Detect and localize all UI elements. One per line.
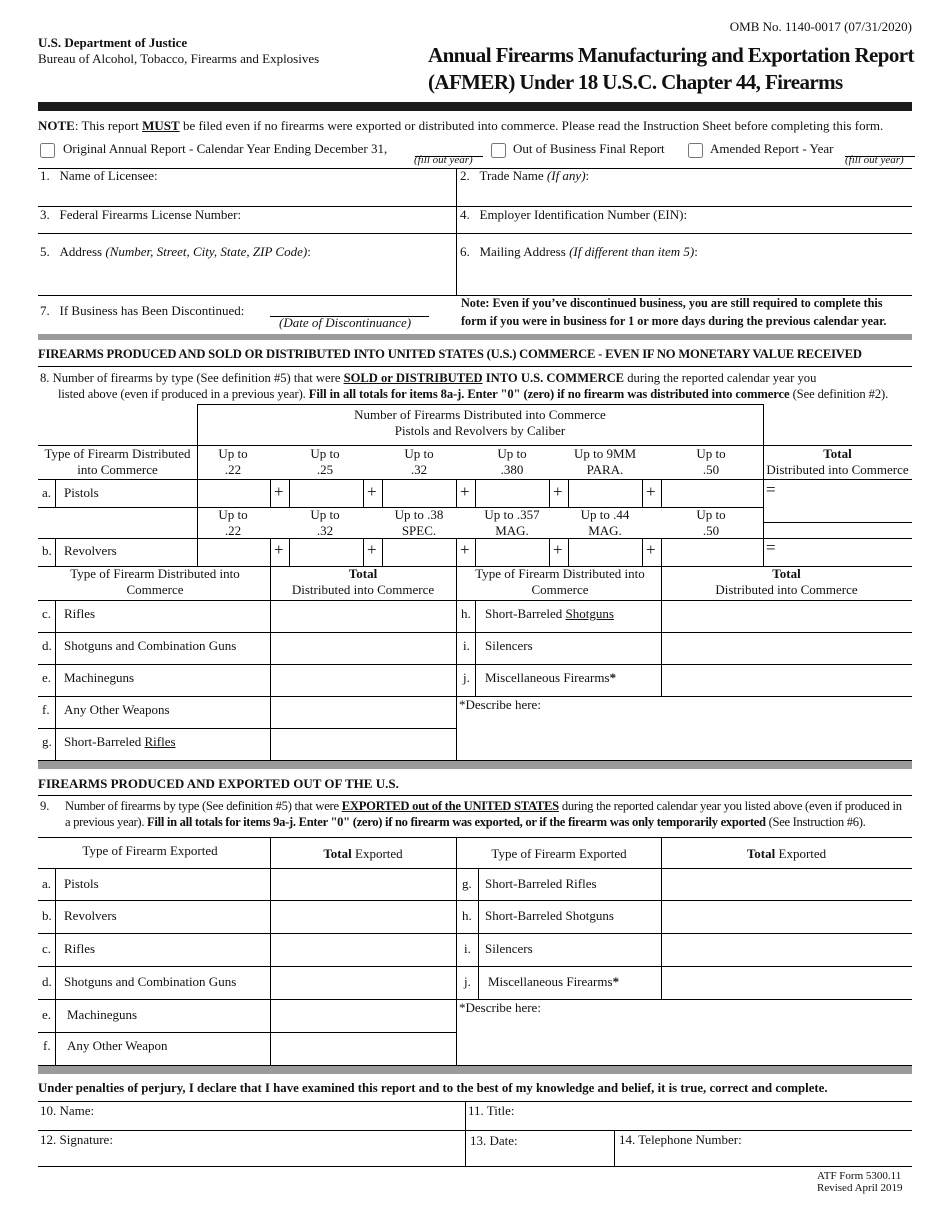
pistol-caliber-6: Up to .50 bbox=[696, 446, 726, 477]
row-b-label: Revolvers bbox=[64, 543, 117, 558]
row-e-letter: e. bbox=[42, 670, 52, 685]
row-j-label: Miscellaneous Firearms* bbox=[485, 670, 617, 685]
header-divider bbox=[38, 102, 912, 111]
export-row-g-letter: g. bbox=[462, 876, 472, 891]
equals-sign: = bbox=[766, 480, 776, 499]
revolver-total-input[interactable] bbox=[782, 541, 912, 565]
signature-input[interactable] bbox=[130, 1133, 464, 1163]
out-of-business-checkbox[interactable] bbox=[491, 143, 506, 158]
shotguns-total-input[interactable] bbox=[273, 635, 457, 663]
plus-sign: + bbox=[553, 482, 563, 501]
export-row-e-label: Machineguns bbox=[67, 1007, 138, 1022]
row-h-label: Short-Barreled Shotguns bbox=[485, 606, 614, 621]
pistol-25-input[interactable] bbox=[292, 482, 364, 506]
row-e-label: Machineguns bbox=[64, 670, 135, 685]
item-3-label: 3. Federal Firearms License Number: bbox=[40, 207, 242, 222]
perjury-statement: Under penalties of perjury, I declare that I have examined this report and to the best of my knowledge and belief, it is true, correct and complete. bbox=[38, 1081, 828, 1095]
note-text: NOTE: This report MUST be filed even if no firearms were exported or distributed into commerce. Please read the Instruction Sheet before completing this form. bbox=[38, 118, 884, 133]
revolver-caliber-2: Up to .32 bbox=[310, 507, 340, 538]
plus-sign: + bbox=[367, 482, 377, 501]
name-input[interactable] bbox=[110, 1103, 464, 1127]
signature-label: 12. Signature: bbox=[40, 1132, 113, 1147]
question-8-line2: listed above (even if produced in a previous year). Fill in all totals for items 8a-j. Enter "0" (zero) if no firearm was distributed into commerce (See definition #2). bbox=[58, 387, 889, 401]
export-row-b-label: Revolvers bbox=[64, 908, 117, 923]
export-total-header-left: Total Exported bbox=[323, 846, 403, 861]
item-2-label: 2. Trade Name (If any): bbox=[460, 168, 590, 183]
export-rifles-input[interactable] bbox=[273, 936, 457, 965]
plus-sign: + bbox=[460, 482, 470, 501]
plus-sign: + bbox=[367, 540, 377, 559]
pistol-caliber-4: Up to .380 bbox=[497, 446, 527, 477]
export-row-a-letter: a. bbox=[42, 876, 52, 891]
revolver-caliber-4: Up to .357 MAG. bbox=[484, 507, 540, 538]
type-of-firearm-header: Type of Firearm Distributed into Commerce bbox=[44, 446, 191, 477]
export-row-c-label: Rifles bbox=[64, 941, 96, 956]
row-i-label: Silencers bbox=[485, 638, 533, 653]
export-row-f-label: Any Other Weapon bbox=[67, 1038, 168, 1053]
discontinuance-date-hint: (Date of Discontinuance) bbox=[279, 315, 412, 330]
revolver-50-input[interactable] bbox=[664, 541, 764, 565]
misc-firearms-total-input[interactable] bbox=[664, 667, 912, 695]
export-other-weapon-input[interactable] bbox=[273, 1035, 457, 1064]
question-9-line1: Number of firearms by type (See definition #5) that were EXPORTED out of the UNITED STATES during the reported calendar year you listed above (even if produced in bbox=[65, 799, 902, 813]
item-1-label: 1. Name of Licensee: bbox=[40, 168, 158, 183]
item-4-label: 4. Employer Identification Number (EIN): bbox=[460, 207, 688, 222]
row-b-letter: b. bbox=[42, 543, 52, 558]
export-sbr-input[interactable] bbox=[664, 871, 912, 899]
title-input[interactable] bbox=[530, 1103, 912, 1127]
export-row-j-letter: j. bbox=[464, 974, 471, 989]
export-row-i-letter: i. bbox=[464, 941, 471, 956]
row-d-label: Shotguns and Combination Guns bbox=[64, 638, 237, 653]
export-row-h-letter: h. bbox=[462, 908, 472, 923]
export-row-b-letter: b. bbox=[42, 908, 52, 923]
row-h-letter: h. bbox=[461, 606, 471, 621]
revolver-32-input[interactable] bbox=[292, 541, 364, 565]
pistol-32-input[interactable] bbox=[385, 482, 457, 506]
revolver-357-input[interactable] bbox=[478, 541, 550, 565]
caliber-table-heading: Number of Firearms Distributed into Commerce Pistols and Revolvers by Caliber bbox=[354, 407, 606, 438]
equals-sign: = bbox=[766, 538, 776, 557]
revolver-44-input[interactable] bbox=[571, 541, 643, 565]
question-9-line2: a previous year). Fill in all totals for items 9a-j. Enter "0" (zero) if no firearm was exported, or if the firearm was only temporarily exported (See Instruction #6). bbox=[65, 815, 866, 829]
export-misc-input[interactable] bbox=[664, 969, 912, 998]
row-i-letter: i. bbox=[463, 638, 470, 653]
section-1-heading: FIREARMS PRODUCED AND SOLD OR DISTRIBUTED INTO UNITED STATES (U.S.) COMMERCE - EVEN IF NO MONETARY VALUE RECEIVED bbox=[38, 347, 862, 361]
other-weapons-total-input[interactable] bbox=[273, 699, 457, 727]
total-header-left: Total Distributed into Commerce bbox=[291, 566, 435, 597]
export-row-j-label: Miscellaneous Firearms* bbox=[488, 974, 620, 989]
export-row-g-label: Short-Barreled Rifles bbox=[485, 876, 597, 891]
pistol-caliber-3: Up to .32 bbox=[404, 446, 434, 477]
form-title-line1: Annual Firearms Manufacturing and Exportation Report bbox=[428, 43, 914, 67]
revolver-caliber-1: Up to .22 bbox=[218, 507, 248, 538]
bureau-name: Bureau of Alcohol, Tobacco, Firearms and Explosives bbox=[38, 51, 320, 66]
misc-description-input[interactable] bbox=[460, 715, 912, 761]
title-label: 11. Title: bbox=[468, 1103, 515, 1118]
plus-sign: + bbox=[460, 540, 470, 559]
sbs-total-input[interactable] bbox=[664, 603, 912, 631]
export-misc-description-input[interactable] bbox=[460, 1018, 912, 1066]
discontinued-note-line2: form if you were in business for 1 or more days during the previous calendar year. bbox=[461, 314, 887, 328]
revolver-22-input[interactable] bbox=[199, 541, 271, 565]
date-label: 13. Date: bbox=[470, 1133, 518, 1148]
item-5-label: 5. Address (Number, Street, City, State, ZIP Code): bbox=[40, 244, 311, 259]
pistol-caliber-1: Up to .22 bbox=[218, 446, 248, 477]
total-header: Total Distributed into Commerce bbox=[766, 446, 909, 477]
row-a-label: Pistols bbox=[64, 485, 99, 500]
row-f-label: Any Other Weapons bbox=[64, 702, 170, 717]
export-row-f-letter: f. bbox=[43, 1038, 51, 1053]
row-d-letter: d. bbox=[42, 638, 52, 653]
export-describe-label: *Describe here: bbox=[459, 1000, 541, 1015]
original-report-label: Original Annual Report - Calendar Year Ending December 31, bbox=[63, 141, 388, 156]
export-silencers-input[interactable] bbox=[664, 936, 912, 965]
pistol-total-input[interactable] bbox=[782, 482, 912, 506]
amended-report-label: Amended Report - Year bbox=[710, 141, 834, 156]
type-of-firearm-header-right: Type of Firearm Distributed into Commerce bbox=[475, 566, 645, 597]
row-f-letter: f. bbox=[42, 702, 50, 717]
row-a-letter: a. bbox=[42, 485, 52, 500]
discontinued-note-line1: Note: Even if you’ve discontinued business, you are still required to complete this bbox=[461, 296, 883, 310]
telephone-input[interactable] bbox=[760, 1133, 912, 1163]
name-label: 10. Name: bbox=[40, 1103, 95, 1118]
fill-year-hint-2: (fill out year) bbox=[845, 154, 904, 166]
question-9-number: 9. bbox=[40, 799, 50, 813]
ffl-number-input[interactable] bbox=[280, 208, 454, 228]
form-number: ATF Form 5300.11 bbox=[817, 1170, 902, 1182]
trade-name-input[interactable] bbox=[460, 186, 912, 206]
plus-sign: + bbox=[646, 540, 656, 559]
export-row-a-label: Pistols bbox=[64, 876, 99, 891]
export-row-d-label: Shotguns and Combination Guns bbox=[64, 974, 237, 989]
section-2-heading: FIREARMS PRODUCED AND EXPORTED OUT OF THE U.S. bbox=[38, 776, 399, 791]
row-c-letter: c. bbox=[42, 606, 52, 621]
pistol-50-input[interactable] bbox=[664, 482, 764, 506]
amended-report-checkbox[interactable] bbox=[688, 143, 703, 158]
row-g-letter: g. bbox=[42, 734, 52, 749]
pistol-caliber-5: Up to 9MM PARA. bbox=[573, 446, 637, 477]
total-header-right: Total Distributed into Commerce bbox=[715, 566, 858, 597]
export-row-h-label: Short-Barreled Shotguns bbox=[485, 908, 614, 923]
licensee-name-input[interactable] bbox=[40, 186, 454, 206]
mailing-address-input[interactable] bbox=[460, 262, 912, 294]
row-j-letter: j. bbox=[463, 670, 470, 685]
original-report-checkbox[interactable] bbox=[40, 143, 55, 158]
plus-sign: + bbox=[553, 540, 563, 559]
item-7-label: 7. If Business has Been Discontinued: bbox=[40, 303, 245, 318]
type-of-firearm-header-left: Type of Firearm Distributed into Commerce bbox=[70, 566, 240, 597]
item-6-label: 6. Mailing Address (If different than item 5): bbox=[460, 244, 698, 259]
fill-year-hint: (fill out year) bbox=[414, 154, 473, 166]
row-g-label: Short-Barreled Rifles bbox=[64, 734, 176, 749]
silencers-total-input[interactable] bbox=[664, 635, 912, 663]
form-revision: Revised April 2019 bbox=[817, 1182, 903, 1194]
export-row-i-label: Silencers bbox=[485, 941, 533, 956]
export-row-d-letter: d. bbox=[42, 974, 52, 989]
out-of-business-label: Out of Business Final Report bbox=[513, 141, 665, 156]
pistol-9mm-input[interactable] bbox=[571, 482, 643, 506]
pistol-22-input[interactable] bbox=[199, 482, 271, 506]
describe-label: *Describe here: bbox=[459, 697, 541, 712]
export-revolvers-input[interactable] bbox=[273, 903, 457, 932]
export-row-e-letter: e. bbox=[42, 1007, 52, 1022]
pistol-caliber-2: Up to .25 bbox=[310, 446, 340, 477]
form-title-line2: (AFMER) Under 18 U.S.C. Chapter 44, Firearms bbox=[428, 70, 843, 94]
date-input[interactable] bbox=[530, 1133, 614, 1163]
plus-sign: + bbox=[646, 482, 656, 501]
export-total-header-right: Total Exported bbox=[746, 846, 827, 861]
export-type-header-right: Type of Firearm Exported bbox=[491, 846, 627, 861]
pistol-380-input[interactable] bbox=[478, 482, 550, 506]
plus-sign: + bbox=[274, 482, 284, 501]
export-pistols-input[interactable] bbox=[273, 871, 457, 899]
revolver-38-input[interactable] bbox=[385, 541, 457, 565]
plus-sign: + bbox=[274, 540, 284, 559]
sbr-total-input[interactable] bbox=[273, 731, 457, 759]
address-input[interactable] bbox=[40, 262, 454, 294]
export-shotguns-input[interactable] bbox=[273, 969, 457, 998]
agency-name: U.S. Department of Justice bbox=[38, 35, 188, 50]
rifles-total-input[interactable] bbox=[273, 603, 457, 631]
export-machineguns-input[interactable] bbox=[273, 1002, 457, 1031]
revolver-caliber-3: Up to .38 SPEC. bbox=[394, 507, 444, 538]
ein-input[interactable] bbox=[715, 208, 909, 228]
row-c-label: Rifles bbox=[64, 606, 96, 621]
export-row-c-letter: c. bbox=[42, 941, 52, 956]
question-8-line1: 8. Number of firearms by type (See definition #5) that were SOLD or DISTRIBUTED INTO U.S. COMMERCE during the reported calendar year you bbox=[40, 371, 817, 385]
revolver-caliber-6: Up to .50 bbox=[696, 507, 726, 538]
export-sbs-input[interactable] bbox=[664, 903, 912, 932]
telephone-label: 14. Telephone Number: bbox=[619, 1132, 742, 1147]
export-type-header-left: Type of Firearm Exported bbox=[82, 843, 218, 858]
machineguns-total-input[interactable] bbox=[273, 667, 457, 695]
revolver-caliber-5: Up to .44 MAG. bbox=[580, 507, 630, 538]
omb-number: OMB No. 1140-0017 (07/31/2020) bbox=[729, 19, 912, 34]
